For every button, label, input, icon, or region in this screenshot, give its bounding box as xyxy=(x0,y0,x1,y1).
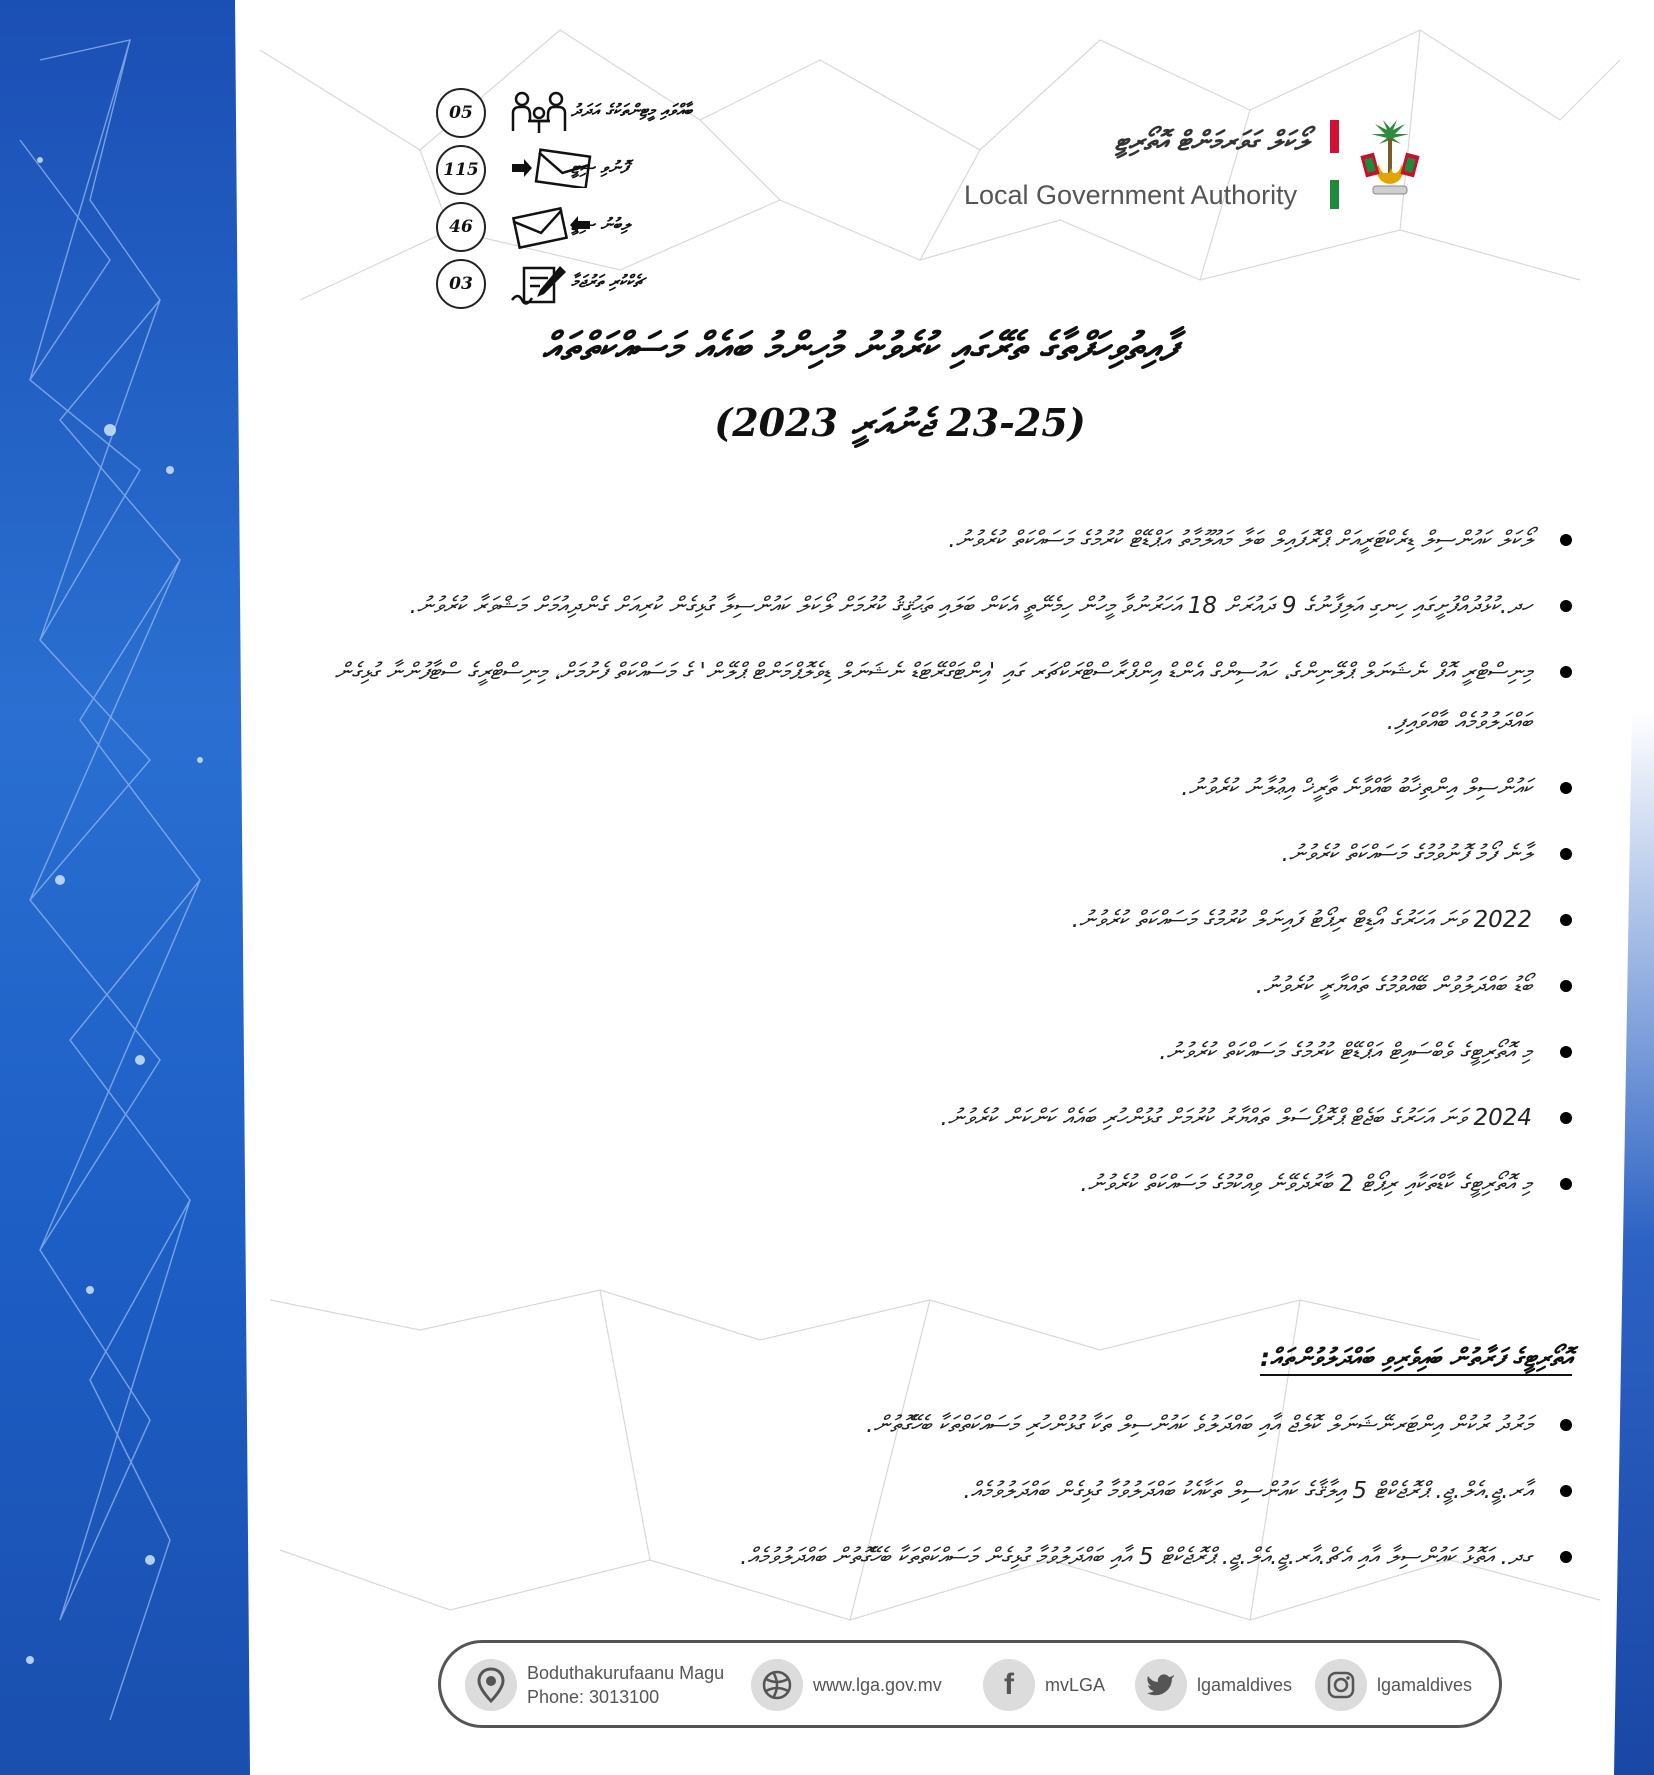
stat-value: 46 xyxy=(436,202,486,252)
stat-label: ބާއްވައި މީޓިންތަކުގެ އަދަދު xyxy=(571,101,692,121)
twitter-handle[interactable]: lgamaldives xyxy=(1197,1675,1293,1695)
bullet-dot-icon xyxy=(1560,1046,1572,1058)
footer-website[interactable] xyxy=(751,1659,942,1711)
stat-value: 03 xyxy=(436,259,486,309)
stat-value: 115 xyxy=(436,145,486,195)
stat-value: 05 xyxy=(436,88,486,138)
twitter-icon xyxy=(1135,1659,1187,1711)
meeting-icon xyxy=(510,91,568,135)
stat-label: ޗެކްކުރި ތަރުޖަމާ xyxy=(571,272,644,292)
stats-panel xyxy=(436,88,756,316)
stat-meetings xyxy=(436,88,756,145)
flag-green-stripe xyxy=(1330,180,1339,209)
list-item: 2024 ވަނަ އަހަރުގެ ބަޖެޓް ޕްރޮޕޯސަލް ތައްޔާރު ކުރުމަށް ގުޅުންހުރި ބައެއް ކަންކަން ކުރެވުނު. xyxy=(300,1093,1572,1143)
list-item: އާރ.ޖީ.އެލް.ޖީ. ޕްރޮޖެކްޓް 5 އިލާޤާގެ ކައުންސިލް ތަކާއެކު ބައްދަލުވުމާ ގުޅިގެން ބައްދަލުވުމެއް. xyxy=(380,1466,1572,1516)
stat-translations xyxy=(436,259,756,316)
logo-name-english: Local Government Authority xyxy=(964,180,1298,210)
facebook-icon: f xyxy=(983,1659,1035,1711)
stat-outgoing-letters xyxy=(436,145,756,202)
bullet-dot-icon xyxy=(1560,914,1572,926)
maldives-emblem-icon xyxy=(1355,120,1425,215)
bullet-dot-icon xyxy=(1560,534,1572,546)
stat-incoming-letters xyxy=(436,202,756,259)
page-title: ފާއިތުވިހަފްތާގެ ތެރޭގައި ކުރެވުނު މުހިންމު ބައެއް މަސައްކަތްތައް xyxy=(542,325,1178,370)
location-pin-icon xyxy=(465,1659,517,1711)
footer-instagram[interactable] xyxy=(1315,1659,1472,1711)
activities-list xyxy=(300,515,1572,1225)
globe-icon xyxy=(751,1659,803,1711)
instagram-handle[interactable]: lgamaldives xyxy=(1377,1675,1473,1695)
list-item: މަރުދު ރުކުން އިންޓަރނޭޝަނަލް ކޮލެޖް އާއި ބައްދަލުވެ ކައުންސިލް ތަކާ ގުޅުންހުރި މަސައްކަތްތަކާ ބެހޭގޮތުން. xyxy=(380,1400,1572,1450)
facebook-handle[interactable]: mvLGA xyxy=(1045,1675,1106,1695)
footer-facebook[interactable] xyxy=(983,1659,1105,1711)
list-item: ލާނެ ފޯމު ފޮނުވުމުގެ މަސައްކަތް ކުރެވުނު. xyxy=(300,829,1572,879)
meetings-list xyxy=(380,1400,1572,1598)
footer-address xyxy=(465,1659,724,1711)
list-item: މި އޮތޯރިޓީގެ ވެބްސައިޓް އަޕްޑޭޓް ކުރުމުގެ މަސައްކަތް ކުރެވުނު. xyxy=(300,1027,1572,1077)
list-item: މިނިސްޓްރީ އޮފް ނެޝަނަލް ޕްލޭނިންގެ، ހައުސިންގް އެންޑް އިންފްރާސްޓްރަކްޗަރ ގައި 'އިންޓަގްރޭޓަޑް ނެޝަނަލް ޑިވެލޮޕްމަންޓް ޕްލޭން' ގެ މަސައްކަތް ފެށުމަށް، މިނިސްޓްރީގެ ސްޓާފުންނާ ގުޅިގެން ބައްދަލުވުމެއް ބާއްވައިފި. xyxy=(300,647,1572,747)
instagram-icon xyxy=(1315,1659,1367,1711)
list-item: ލޯކަލް ކައުންސިލް ޑިރެކްޓަރީއަށް ޕްރޮފައިލް ބަލާ މައުލޫމާތު އަޕްޑޭޓް ކުރުމުގެ މަސައްކަތް ކުރެވުނު. xyxy=(300,515,1572,565)
list-item: މި އޮތޯރިޓީގެ ކާޑްތަކާއި ރިޕޯޓް 2 ބާރުދެވޭނެ ވިއްކުމުގެ މަސައްކަތް ކުރެވުނު. xyxy=(300,1159,1572,1209)
bullet-dot-icon xyxy=(1560,782,1572,794)
bullet-dot-icon xyxy=(1560,1485,1572,1497)
footer-twitter[interactable] xyxy=(1135,1659,1292,1711)
website-link[interactable]: www.lga.gov.mv xyxy=(813,1675,942,1695)
footer-address-line: Boduthakurufaanu Magu xyxy=(527,1663,725,1683)
bullet-dot-icon xyxy=(1560,848,1572,860)
bullet-dot-icon xyxy=(1560,600,1572,612)
bullet-dot-icon xyxy=(1560,1112,1572,1124)
logo-name-dhivehi: ލޯކަލް ގަވަރމަންޓް އޮތޯރިޓީ xyxy=(1114,126,1308,157)
bullet-dot-icon xyxy=(1560,1551,1572,1563)
sign-document-icon xyxy=(510,262,570,306)
stat-label: ފޮނުވި ސިޓީ xyxy=(571,158,628,178)
contact-footer xyxy=(438,1640,1502,1728)
list-item: ގދ. އަތޮޅު ކައުންސިލާ އާއި އެޗް.އާރ.ޖީ.އެލް.ޖީ. ޕްރޮޖެކްޓް 5 އާއި ބައްދަލުވުމާ ގުޅިގެން މަސައްކަތްތަކާ ބެހޭގޮތުން ބައްދަލުވުމެއް. xyxy=(380,1532,1572,1582)
bullet-dot-icon xyxy=(1560,666,1572,678)
list-item: 2022 ވަނަ އަހަރުގެ އޯޑިޓް ރިޕޯޓު ފައިނަލް ކުރުމުގެ މަސައްކަތް ކުރެވުނު. xyxy=(300,895,1572,945)
list-item: ކައުންސިލް އިންތިޚާބު ބާއްވާނެ ތާރީޚް އިޢުލާނު ކުރެވުނު. xyxy=(300,763,1572,813)
flag-red-stripe xyxy=(1330,120,1339,153)
date-range-subtitle: (23-25 ޖެނުއަރީ 2023) xyxy=(714,400,1086,445)
bullet-dot-icon xyxy=(1560,1178,1572,1190)
list-item: ބޯޑު ބައްދަލުވުން ބޭއްވުމުގެ ތައްޔާރީ ކުރެވުނު. xyxy=(300,961,1572,1011)
bullet-dot-icon xyxy=(1560,1419,1572,1431)
stat-label: ލިބުނު ސިޓީ xyxy=(571,215,631,235)
bullet-dot-icon xyxy=(1560,980,1572,992)
meetings-section-heading: އޮތޯރިޓީގެ ފަރާތުން ބައިވެރިވި ބައްދަލުވުންތައް: xyxy=(1259,1343,1572,1372)
list-item: ހދ.ކުޅުދުއްފުށީގައި ހިނގި އަލިފާނުގެ 9 ދައުރަށް 18 އަހަރުނުވާ މީހުން ހިމެނޭތީ އެކަން ބަލައި ތަޙުޤީޤު ކުރުމަށް ލޯކަލް ކައުންސިލާ ގުޅިގެން ކުރިއަށް ގެންދިއުމަށް މަޝްވަރާ ކުރެވުނު. xyxy=(300,581,1572,631)
footer-phone: Phone: 3013100 xyxy=(527,1687,660,1707)
